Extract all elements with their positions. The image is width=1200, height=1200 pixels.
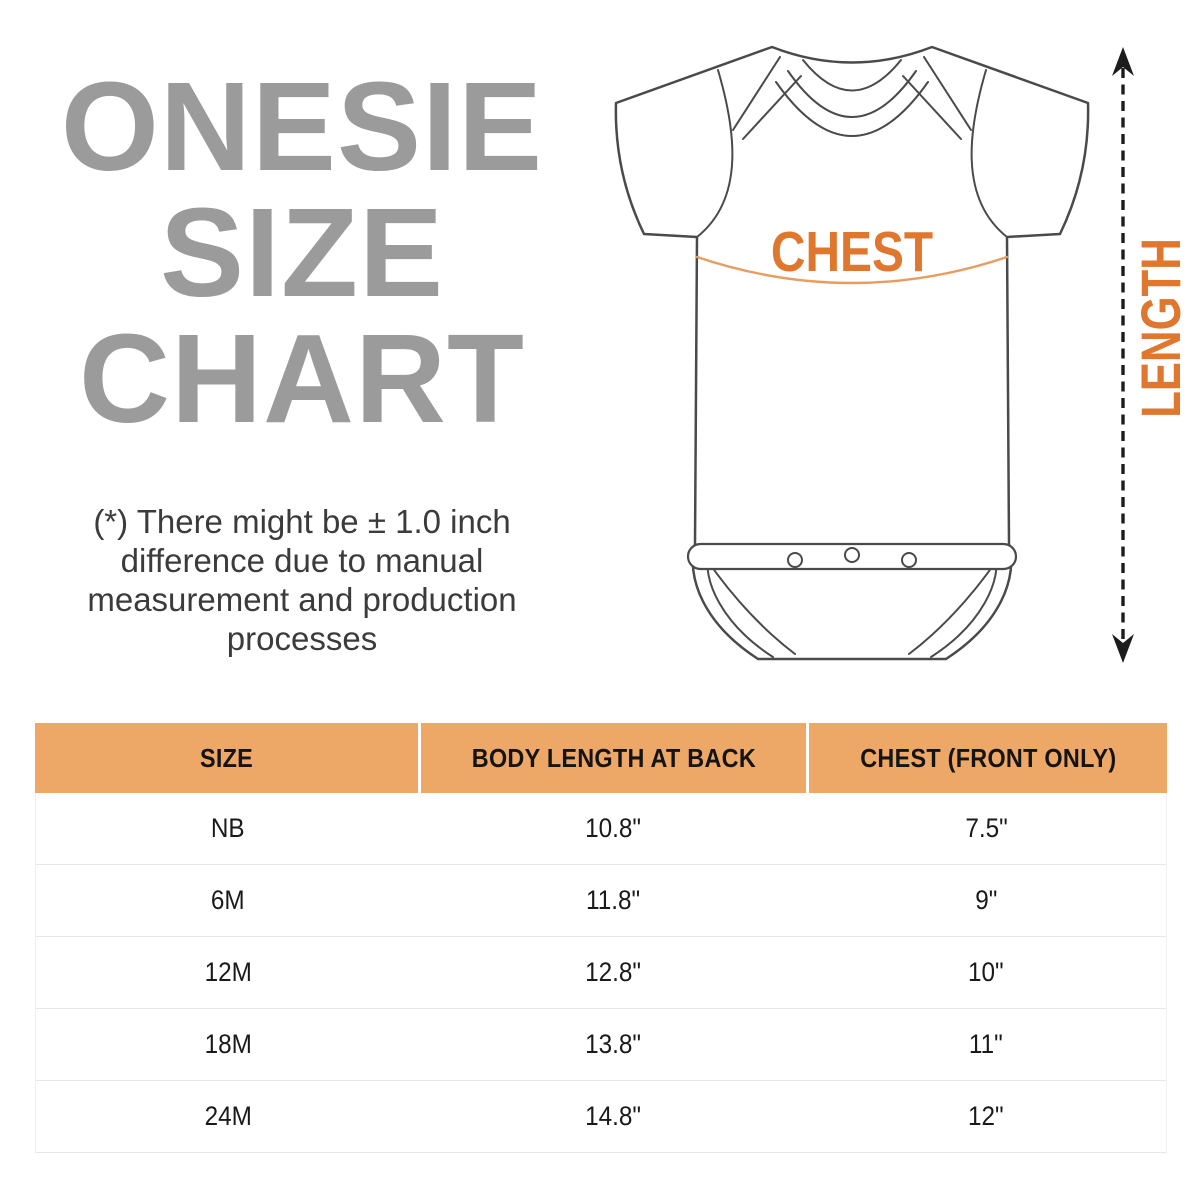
column-header-size: SIZE — [199, 742, 253, 773]
table-row — [36, 865, 1166, 937]
cell-chest: 10" — [968, 957, 1005, 987]
table-row — [36, 793, 1166, 865]
page-title — [42, 56, 562, 449]
snap-button — [788, 553, 802, 567]
cell-size: NB — [211, 813, 245, 843]
title-line-2: SIZE — [159, 182, 445, 323]
table-row — [36, 1009, 1166, 1081]
title-line-1: ONESIE — [60, 56, 544, 197]
onesie-diagram — [590, 20, 1200, 680]
cell-chest: 11" — [969, 1029, 1004, 1059]
disclaimer-line: measurement and production — [87, 581, 517, 618]
cell-body-length: 13.8" — [585, 1029, 642, 1059]
cell-size: 6M — [211, 885, 245, 915]
onesie-outline-drawing — [616, 47, 1088, 659]
cell-size: 18M — [204, 1029, 252, 1059]
cell-chest: 12" — [968, 1101, 1005, 1131]
column-header-body-length: BODY LENGTH AT BACK — [418, 723, 806, 793]
size-table-body — [35, 793, 1167, 1153]
cell-chest: 7.5" — [965, 813, 1008, 843]
cell-size: 12M — [204, 957, 252, 987]
table-row — [36, 1081, 1166, 1153]
disclaimer-line: difference due to manual — [120, 542, 484, 579]
length-label: LENGTH — [1129, 238, 1193, 418]
cell-size: 24M — [204, 1101, 252, 1131]
title-line-3: CHART — [79, 308, 525, 449]
snap-button — [902, 553, 916, 567]
column-header-chest: CHEST (FRONT ONLY) — [806, 723, 1167, 793]
snap-button — [845, 548, 859, 562]
cell-chest: 9" — [975, 885, 998, 915]
cell-body-length: 12.8" — [585, 957, 642, 987]
size-table-header — [35, 723, 1167, 793]
disclaimer-line: (*) There might be ± 1.0 inch — [93, 503, 511, 540]
table-row — [36, 937, 1166, 1009]
size-table — [35, 723, 1167, 1153]
cell-body-length: 10.8" — [585, 813, 642, 843]
disclaimer-note — [28, 502, 576, 658]
cell-body-length: 14.8" — [585, 1101, 642, 1131]
chest-label: CHEST — [770, 220, 934, 284]
disclaimer-line: processes — [226, 620, 378, 657]
cell-body-length: 11.8" — [586, 885, 641, 915]
